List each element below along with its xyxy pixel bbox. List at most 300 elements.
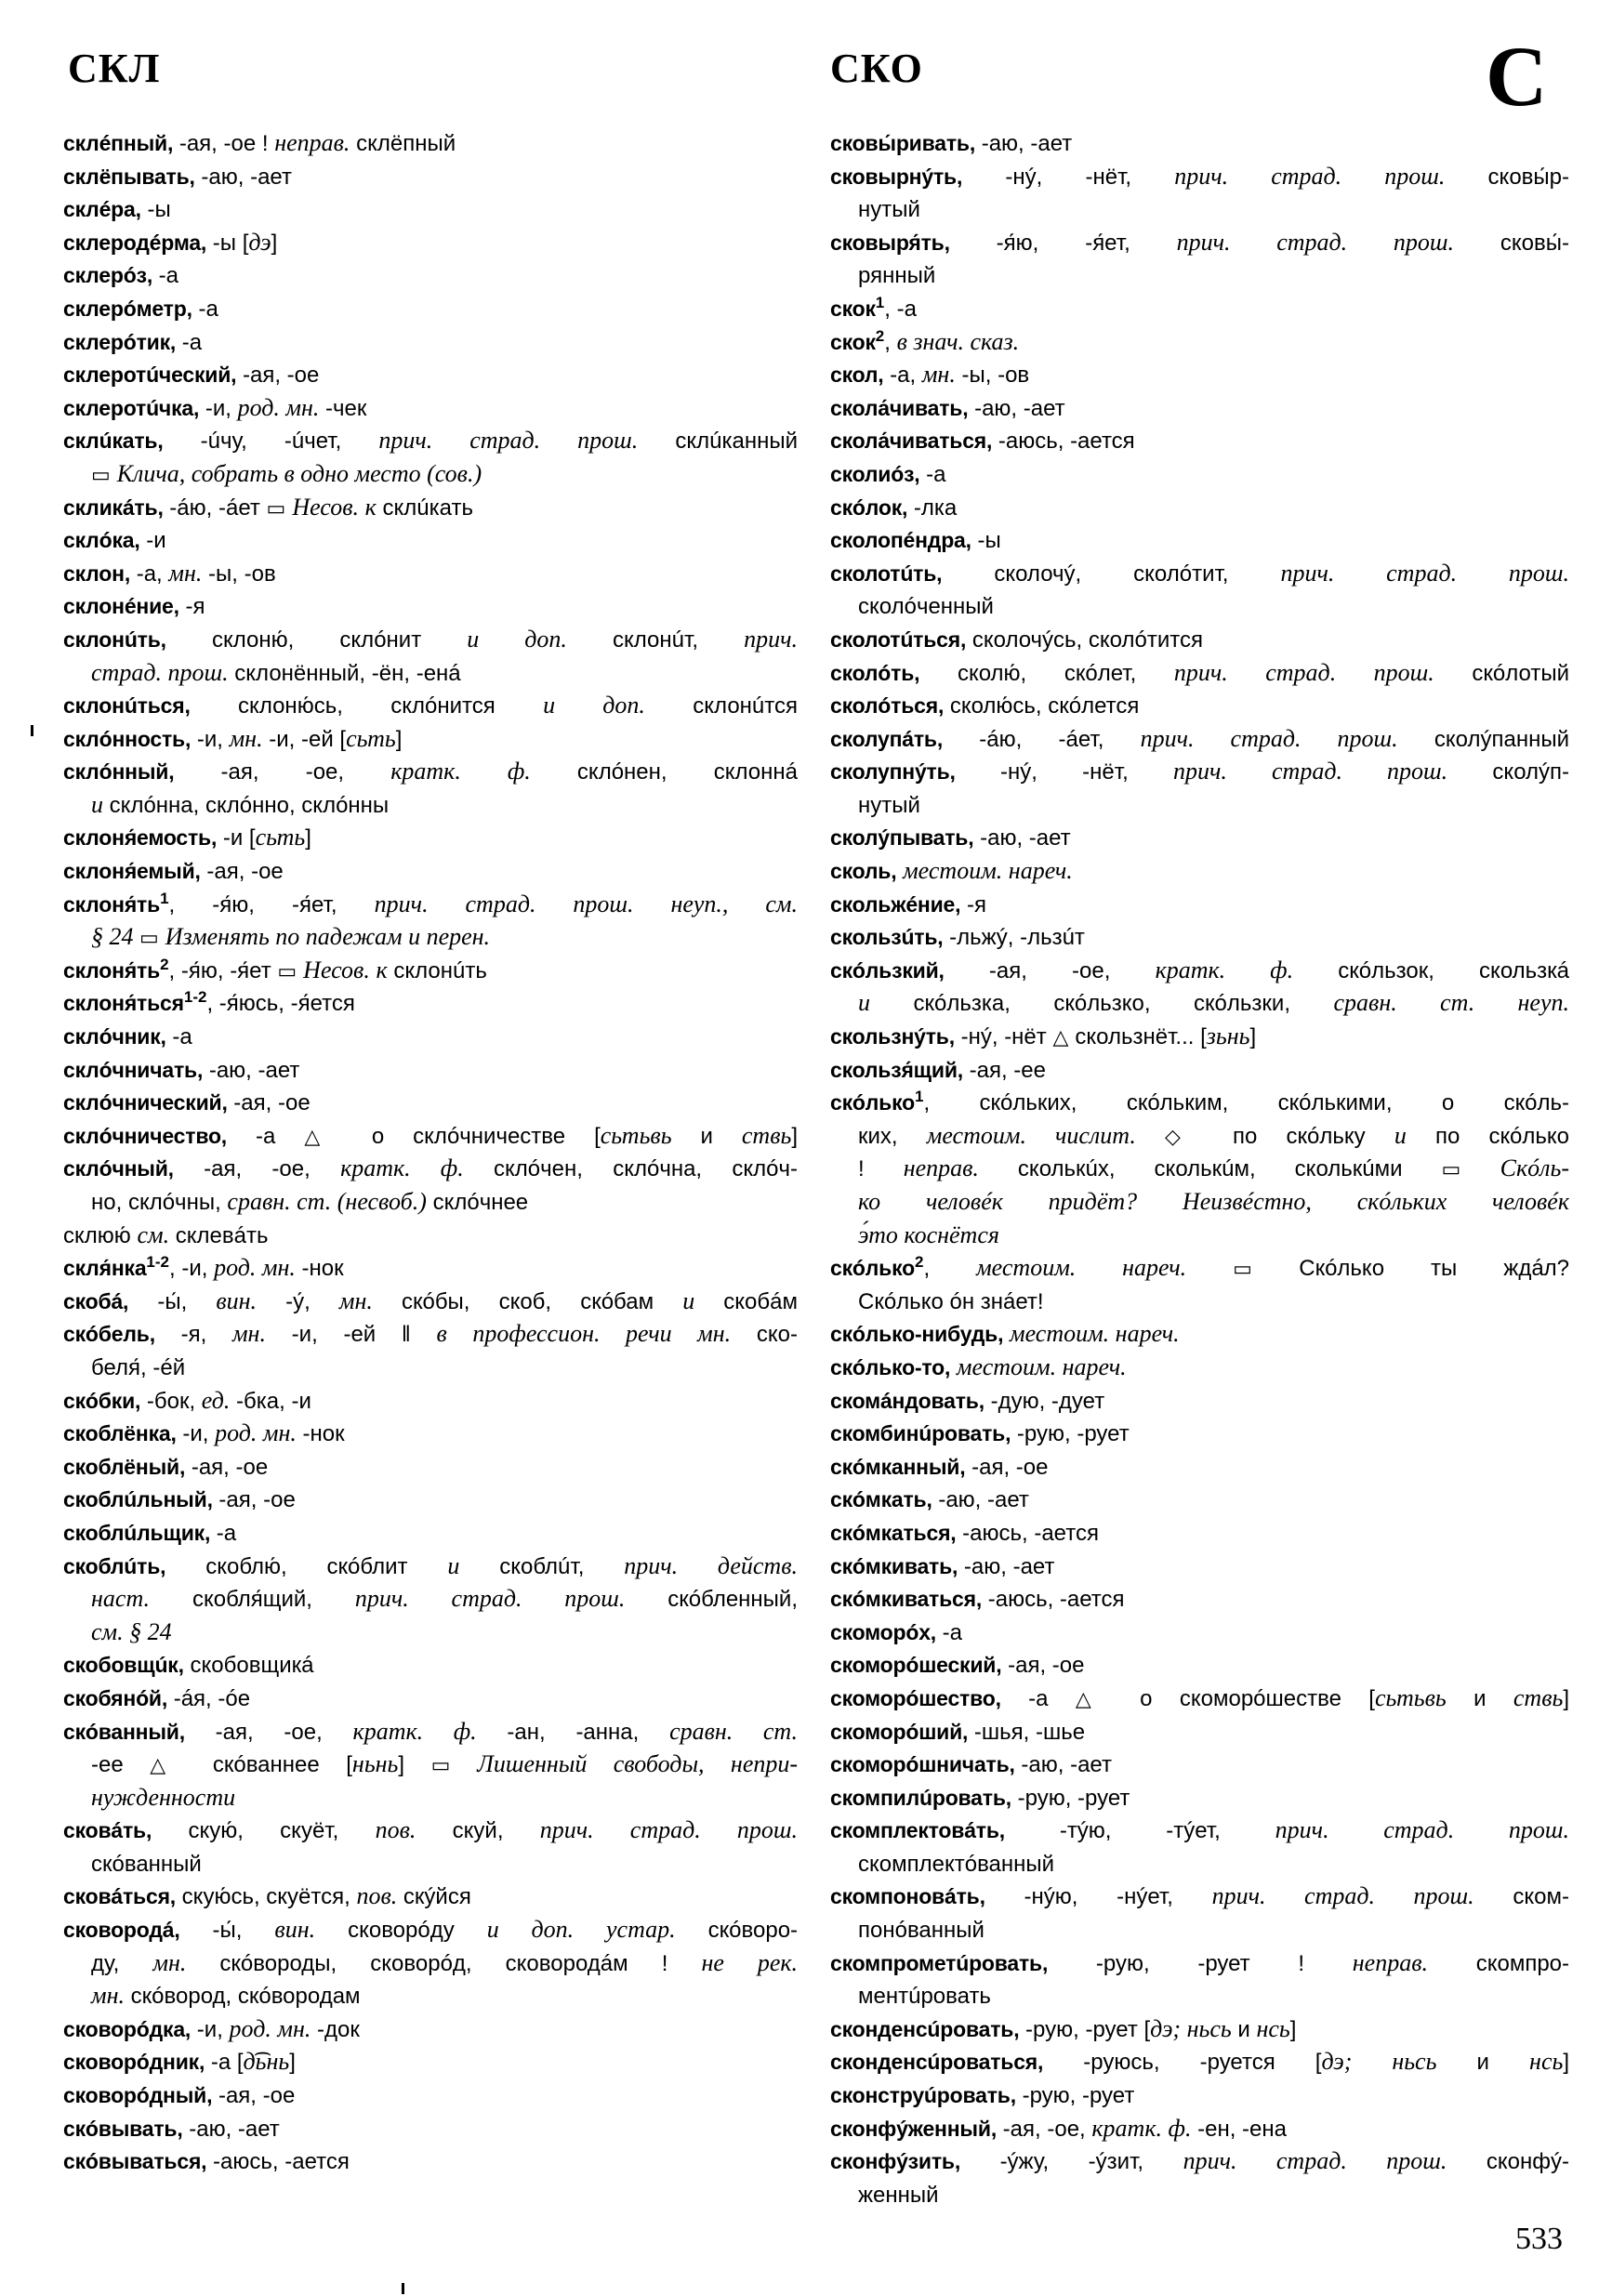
dictionary-entry-line [830, 358, 1569, 391]
headword: скля́нка [63, 1256, 147, 1281]
italic-label: ствь [1513, 1683, 1564, 1711]
italic-label: прич. страд. прош. [1173, 658, 1434, 686]
headword: скóлько [830, 1256, 915, 1281]
text: -нýю, -нýет, [985, 1884, 1212, 1910]
entry-continuation-line [830, 1119, 1569, 1153]
text: -нок [295, 1256, 344, 1282]
dictionary-entry-line [63, 689, 798, 722]
headword: склоня́ть [63, 891, 161, 917]
text [359, 495, 365, 521]
dictionary-entry-line [63, 126, 798, 160]
entry-continuation-line [830, 1185, 1569, 1219]
italic-label: неправ. [274, 129, 350, 156]
text: ! [1298, 1950, 1353, 1976]
italic-label: вин. [216, 1287, 258, 1314]
headword: сковорóдный, [63, 2083, 213, 2108]
italic-label: мн. [231, 1320, 266, 1348]
headword: скóлько-то, [830, 1354, 951, 1379]
headword: скоморóший, [830, 1719, 969, 1744]
entry-continuation-line [830, 1979, 1569, 2012]
headword: склеротúчка, [63, 395, 200, 420]
text: ] [1249, 1024, 1257, 1050]
text: по скóлько [1406, 1123, 1569, 1149]
text: -нок [296, 1421, 345, 1447]
italic-label: сьтьвь [600, 1121, 672, 1149]
headword: скоблúльщик, [63, 1520, 211, 1545]
entry-continuation-line [63, 1582, 798, 1616]
text: -ы́, [179, 1918, 275, 1944]
homonym-index: 1-2 [146, 1253, 169, 1272]
example-marker-icon: ▭ [430, 1754, 478, 1778]
text: -я [178, 594, 205, 620]
italic-label: сравн. ст. (несвоб.) [227, 1188, 427, 1215]
entry-continuation-line [63, 1781, 798, 1814]
text: -а [152, 263, 179, 289]
italic-label: кратк. ф. [352, 1717, 477, 1745]
text: -а [936, 1619, 963, 1645]
dictionary-entry-line [830, 920, 1569, 954]
dictionary-entry-line [63, 2045, 798, 2078]
text: склонённый, -ён, -енá [228, 660, 461, 686]
dictionary-entry-line [830, 623, 1569, 656]
italic-label: прич. страд. прош. [1173, 758, 1448, 785]
headword: скóванный, [63, 1719, 185, 1744]
text: -áю, -áет [163, 495, 267, 521]
headword: склонúть, [63, 627, 166, 652]
example-marker-icon: ▭ [277, 959, 304, 983]
text: -и, -ей ‖ [265, 1322, 437, 1348]
text: -бок, [140, 1388, 202, 1414]
entry-continuation-line [63, 1748, 798, 1781]
text: , [923, 1256, 977, 1282]
dictionary-entry-line [63, 854, 798, 888]
text: ] [271, 230, 278, 256]
text: скомплектóванный [858, 1851, 1055, 1877]
text: скóвороды, сковорóд, сковородáм [186, 1950, 662, 1976]
dictionary-entry-line [830, 160, 1569, 193]
italic-label: пов. [356, 1882, 398, 1910]
homonym-index: 1-2 [183, 988, 207, 1007]
italic-label: сьть [346, 724, 396, 752]
headword: склоня́ться [63, 991, 184, 1016]
dictionary-entry-line [63, 589, 798, 623]
headword: скола́чиваться, [830, 429, 993, 454]
text: но, склóчны, [91, 1190, 228, 1215]
text: -а [919, 461, 946, 487]
dictionary-entry-line [63, 1020, 798, 1053]
text: -рую, -рует [1011, 1785, 1130, 1811]
italic-label: сьтьвь [1374, 1683, 1447, 1711]
headword: склерóметр, [63, 296, 192, 321]
dictionary-entry-line [830, 1351, 1569, 1384]
italic-label: прич. страд. прош. [1280, 559, 1569, 587]
italic-label: неправ. [1352, 1948, 1428, 1976]
headword: скóлок, [830, 495, 908, 520]
text: скоблю́, скóблит [165, 1553, 448, 1579]
text: склоню́, склóнит [165, 627, 468, 653]
text: ] [1563, 2050, 1569, 2076]
italic-label: прич. действ. [624, 1551, 798, 1579]
text: по скóльку [1232, 1123, 1394, 1149]
homonym-index: 2 [160, 955, 169, 973]
headword: скоблúть, [63, 1553, 166, 1578]
text: -úчу, -úчет, [163, 429, 379, 455]
italic-label: ед. [201, 1386, 231, 1414]
entry-continuation-line [63, 1351, 798, 1384]
text: -ая, -ое, [184, 1719, 353, 1745]
text: сколýп- [1447, 759, 1569, 785]
dictionary-entry-line [830, 491, 1569, 524]
dictionary-entry-line [830, 1053, 1569, 1087]
italic-label: см. [137, 1221, 170, 1248]
headword: скомплектовáть, [830, 1818, 1005, 1843]
text: скоблúт, [459, 1553, 625, 1579]
headword: скóмкиваться, [830, 1587, 983, 1612]
italic-label: прич. страд. прош. [378, 427, 639, 455]
italic-label: и доп. [467, 625, 567, 653]
text: скóльзок, скользкá [1293, 957, 1569, 983]
text: ] [305, 825, 311, 851]
italic-label: наст. [91, 1585, 151, 1613]
italic-label: пов. [375, 1816, 416, 1844]
dictionary-entry-line [830, 557, 1569, 590]
headword: скользнýть, [830, 1024, 955, 1049]
headword: склéпный, [63, 131, 174, 155]
entry-continuation-line [830, 1913, 1569, 1946]
headword: склóчник, [63, 1024, 166, 1049]
text: ментúровать [858, 1984, 991, 2010]
page-number: 533 [1515, 2222, 1563, 2256]
italic-label: не рек. [701, 1948, 798, 1976]
dictionary-entry-line [830, 1251, 1569, 1285]
italic-label: прич. страд. прош. [539, 1816, 798, 1844]
dictionary-entry-line [63, 491, 798, 524]
italic-label: местоим. нареч. [976, 1254, 1187, 1282]
entry-continuation-line [830, 589, 1569, 623]
text: -а [210, 1520, 237, 1546]
italic-label: э́то коснётся [858, 1221, 999, 1248]
text: -ы, -ов [202, 561, 276, 587]
dictionary-entry-line [830, 325, 1569, 359]
dictionary-entry-line [63, 1285, 798, 1318]
text: склёпный [350, 131, 456, 156]
text: скóбы, скоб, скóбам [372, 1288, 683, 1314]
text: -аюсь, -ается [982, 1587, 1125, 1613]
text: -аю, -ает [1014, 1752, 1112, 1778]
headword: сколóться, [830, 693, 945, 719]
text: склóнен, склоннá [530, 759, 798, 785]
italic-label: местоим. числит. [926, 1121, 1136, 1149]
italic-label: прич. страд. прош. [1176, 228, 1455, 256]
text: скóлотый [1434, 660, 1569, 686]
dictionary-entry-line [63, 1317, 798, 1351]
headword: сколупнýть, [830, 759, 956, 785]
headword: скользúть, [830, 925, 944, 950]
text: склóнна, склóнно, склóнны [103, 792, 390, 818]
dictionary-entry-line [63, 1913, 798, 1946]
italic-label: дэ; ньсь [1321, 2048, 1437, 2076]
dictionary-entry-line [63, 325, 798, 359]
dictionary-entry-line [63, 292, 798, 325]
text: сковы́р- [1445, 164, 1569, 190]
dictionary-entry-line [63, 1682, 798, 1715]
text: рянный [858, 263, 936, 289]
italic-label: д͡ьнь [243, 2048, 290, 2076]
dictionary-entry-line [830, 954, 1569, 987]
headword: скоморóшничать, [830, 1752, 1015, 1777]
text: ] [1563, 1685, 1569, 1711]
text: -льжý, -льзúт [943, 925, 1085, 951]
triangle-icon: △ [150, 1754, 213, 1778]
text: -рую, -рует [1011, 1421, 1130, 1447]
headword: склеротúческий, [63, 363, 237, 388]
headword: скол, [830, 363, 884, 388]
text: -чек [319, 395, 367, 421]
headword: склерóтик, [63, 329, 177, 354]
entry-continuation-line [830, 986, 1569, 1020]
dictionary-entry-line [63, 2078, 798, 2112]
text: , скóльких, скóльким, скóлькими, о скóль- [923, 1090, 1569, 1116]
text: -руюсь, -руется [ [1043, 2050, 1322, 2076]
text: -ая, -ое [185, 1454, 269, 1480]
text: и [1446, 1685, 1513, 1711]
headword: сконструúровать, [830, 2083, 1016, 2108]
homonym-index: 1 [875, 293, 885, 311]
entry-continuation-line [63, 1616, 798, 1649]
dictionary-entry-line [830, 1748, 1569, 1781]
headword: скóбки, [63, 1388, 141, 1413]
text: ких, [858, 1123, 927, 1149]
dictionary-entry-line [63, 821, 798, 854]
headword: скóмканный, [830, 1454, 966, 1479]
text: -рую, -рует [ [1019, 2016, 1151, 2042]
italic-label: род. мн. [214, 1254, 296, 1282]
dictionary-entry-line [830, 1086, 1569, 1119]
text: -и [ [217, 825, 256, 851]
dictionary-entry-line [830, 1450, 1569, 1484]
dictionary-entry-line [830, 821, 1569, 854]
headword: скоблúльный, [63, 1487, 213, 1512]
text: , -я́юсь, -я́ется [206, 991, 355, 1017]
text: склоню́сь, склóнится [190, 693, 544, 719]
headword: склóнный, [63, 759, 175, 785]
italic-label: ствь [741, 1121, 792, 1149]
text: -я, [154, 1322, 232, 1348]
headword: склóчный, [63, 1156, 174, 1181]
italic-label: мн. [91, 1982, 125, 2010]
homonym-index: 2 [875, 326, 885, 345]
triangle-icon: △ [304, 1125, 372, 1149]
text: -а [165, 1024, 192, 1050]
text [1003, 1322, 1010, 1347]
text: скобовщикá [183, 1653, 314, 1679]
text: и [671, 1123, 742, 1149]
running-head-left: СКЛ [68, 46, 161, 91]
text: -аю, -ает [958, 1553, 1055, 1579]
italic-label: и доп. [543, 692, 645, 719]
italic-label: мн. [338, 1287, 373, 1314]
dictionary-entry-line [830, 1715, 1569, 1748]
headword: сколь, [830, 859, 897, 884]
headword: скликáть, [63, 495, 164, 520]
text: -нý, -нёт [954, 1024, 1053, 1050]
dictionary-column-right [830, 126, 1569, 2210]
headword: склóчничать, [63, 1057, 204, 1082]
text: нутый [858, 792, 920, 818]
dictionary-entry-line [63, 755, 798, 788]
italic-label: неправ. [903, 1155, 979, 1182]
italic-label: Несов. [303, 956, 370, 983]
text: сколю́сь, скóлется [944, 693, 1140, 719]
text: склевáть [169, 1222, 269, 1248]
text: ! [661, 1950, 702, 1976]
text: -и, [191, 2016, 230, 2042]
text: склóчнее [426, 1190, 529, 1215]
text: скую́сь, скуётся, [176, 1884, 357, 1910]
italic-label: мн. [168, 559, 203, 587]
entry-continuation-line [830, 1847, 1569, 1880]
text: склúкать [376, 495, 473, 521]
text: -аю, -ает [932, 1487, 1029, 1513]
dictionary-entry-line [830, 2012, 1569, 2046]
text: -аю, -ает [203, 1057, 300, 1083]
headword: сковородá, [63, 1918, 180, 1943]
italic-label: Изменять по падежам и перен. [165, 923, 491, 951]
entry-continuation-line [830, 192, 1569, 226]
italic-label: дэ; ньсь [1150, 2014, 1232, 2042]
headword: скольжéние, [830, 891, 961, 917]
italic-label: прич. [744, 625, 798, 653]
italic-label: прич. страд. прош. [354, 1585, 626, 1613]
italic-label: ко человéк придёт? Неизвéстно, скóльких человéк [858, 1188, 1569, 1215]
diamond-icon: ◇ [1165, 1125, 1233, 1149]
text: беля́, -éй [91, 1354, 186, 1380]
italic-label: местоим. нареч. [956, 1353, 1127, 1380]
dictionary-entry-line [830, 1682, 1569, 1715]
text: -аю, -ает [968, 395, 1065, 421]
italic-label: дэ [248, 228, 271, 256]
dictionary-entry-line [63, 358, 798, 391]
dictionary-entry-line [63, 1251, 798, 1285]
text: склюю́ [63, 1222, 138, 1248]
headword: склерóз, [63, 263, 153, 288]
text: скользнёт... [ [1075, 1024, 1207, 1050]
text: -и, [199, 395, 238, 421]
text: , -я́ю, -я́ет [168, 957, 278, 983]
example-marker-icon: ▭ [91, 463, 117, 487]
dictionary-entry-line [830, 1483, 1569, 1516]
text: -а, [130, 561, 169, 587]
example-marker-icon: ▭ [1441, 1158, 1500, 1182]
headword: скомбинúровать, [830, 1421, 1011, 1446]
scan-mark [402, 2283, 404, 2294]
text: склúканный [638, 429, 798, 455]
triangle-icon: △ [1052, 1026, 1076, 1050]
text: скóбленный, [625, 1587, 798, 1613]
text: Скóлько ты ждáл? [1299, 1256, 1569, 1282]
italic-label: прич. страд. прош. [1275, 1816, 1569, 1844]
dictionary-entry-line [830, 391, 1569, 425]
running-head-right: СКО [830, 46, 923, 91]
text: -ая, -ое, [174, 759, 391, 785]
headword: склúкать, [63, 429, 164, 454]
headword: скóмкивать, [830, 1553, 958, 1578]
dictionary-entry-line [830, 1384, 1569, 1418]
headword: скобянóй, [63, 1685, 168, 1710]
text: -ая, -ое [212, 1487, 296, 1513]
text: -и [139, 528, 166, 554]
headword: склéра, [63, 197, 141, 222]
text: Скóлько óн знáет! [858, 1288, 1044, 1314]
dictionary-entry-line [63, 1119, 798, 1153]
dictionary-entry-line [830, 126, 1569, 160]
dictionary-entry-line [830, 1582, 1569, 1616]
text: -аю, -ает [973, 825, 1071, 851]
dictionary-entry-line [63, 2144, 798, 2178]
italic-label: мн. [229, 724, 263, 752]
headword: сковы́ривать, [830, 131, 976, 155]
text: -аюсь, -ается [206, 2149, 350, 2175]
italic-label: сравн. ст. неуп. [1333, 989, 1569, 1017]
italic-label: Клича, собрать в одно место (сов.) [116, 459, 482, 487]
dictionary-entry-line [63, 1483, 798, 1516]
dictionary-entry-line [830, 689, 1569, 722]
italic-label: прич. страд. прош. [1140, 724, 1398, 752]
text: сколю́, скóлет, [919, 660, 1174, 686]
example-marker-icon: ▭ [139, 927, 165, 951]
headword: скоморóх, [830, 1619, 936, 1644]
headword: сковорóдник, [63, 2050, 205, 2075]
italic-label: и доп. устар. [486, 1916, 676, 1944]
text: склонúтся [644, 693, 798, 719]
headword: скола́чивать, [830, 395, 969, 420]
headword: скóвывать, [63, 2116, 183, 2141]
entry-continuation-line [63, 1185, 798, 1219]
text: -а [1000, 1685, 1076, 1711]
dictionary-entry-line [830, 854, 1569, 888]
text: -аю, -ает [975, 131, 1073, 156]
headword: склоня́емый, [63, 859, 201, 884]
text: о склóчничестве [ [371, 1123, 601, 1149]
dictionary-entry-line [63, 424, 798, 457]
headword: сколупáть, [830, 726, 944, 751]
dictionary-entry-line [63, 1450, 798, 1484]
text: скóворо- [675, 1918, 798, 1944]
italic-label: Несов. [292, 493, 359, 521]
italic-label: и [1394, 1121, 1407, 1149]
entry-continuation-line [830, 1219, 1569, 1252]
dictionary-entry-line [63, 226, 798, 259]
italic-label: нсь [1529, 2048, 1564, 2076]
italic-label: и [682, 1287, 695, 1314]
text: ском- [1473, 1884, 1569, 1910]
italic-label: местоим. нареч. [903, 857, 1073, 885]
text: -а, [883, 363, 922, 389]
text: -ая, -ое [965, 1454, 1049, 1480]
text: -аюсь, -ается [992, 429, 1135, 455]
dictionary-entry-line [830, 1880, 1569, 1913]
headword: склóчничество, [63, 1123, 228, 1148]
text: нутый [858, 197, 920, 223]
headword: скок [830, 329, 876, 354]
text: ] [395, 726, 403, 752]
scan-mark [31, 725, 33, 736]
italic-label: вин. [274, 1916, 316, 1944]
dictionary-entry-line [830, 1946, 1569, 1980]
text: -ая, -ое [227, 1090, 311, 1116]
dictionary-entry-line [830, 1781, 1569, 1814]
text: -нý, -нёт, [962, 164, 1175, 190]
